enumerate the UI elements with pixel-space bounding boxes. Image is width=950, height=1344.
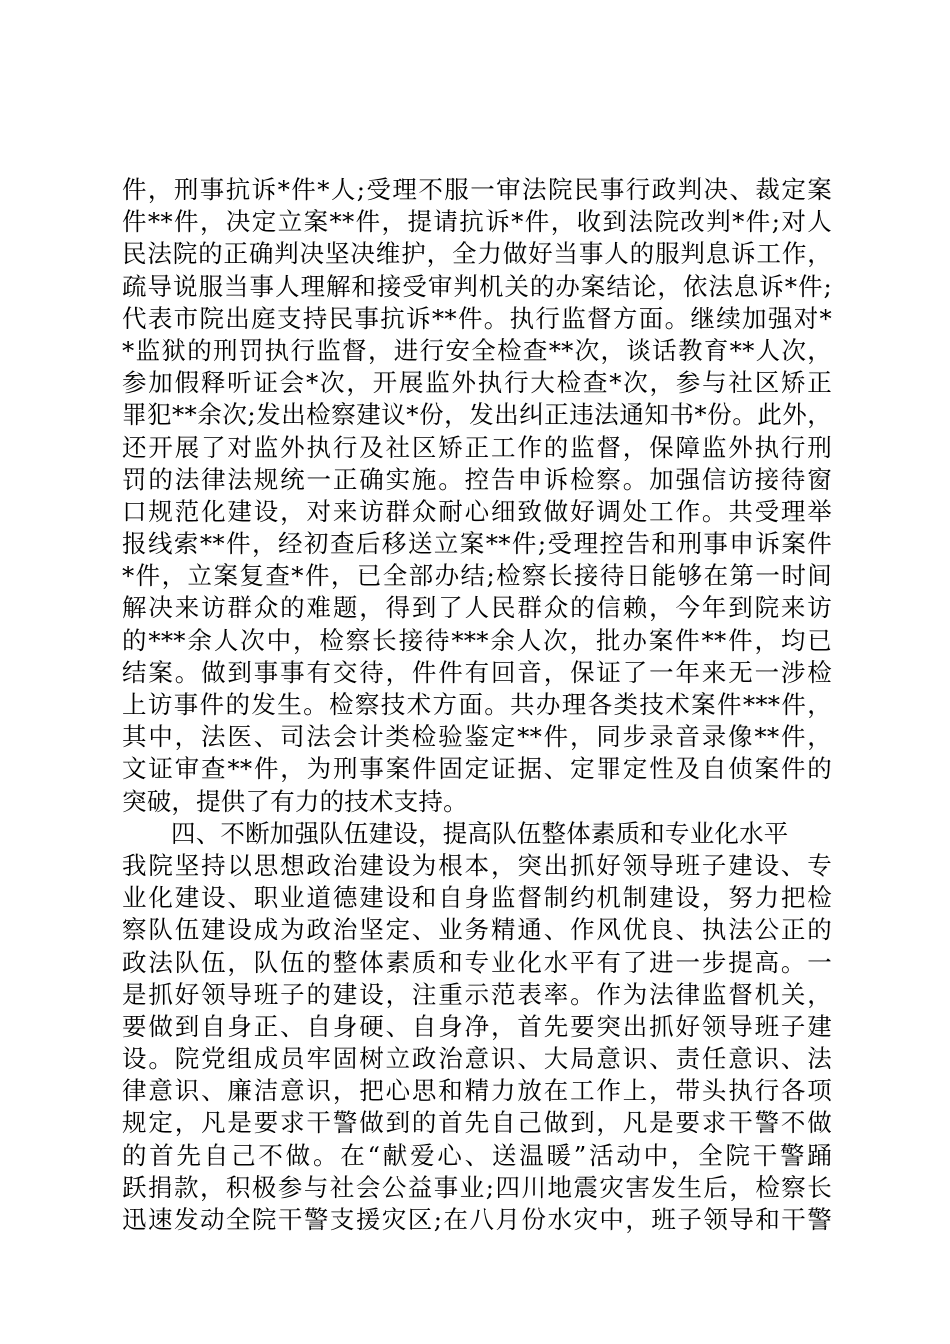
text-line: 设。院党组成员牢固树立政治意识、大局意识、责任意识、法 [122, 1044, 832, 1074]
text-line: 件**件，决定立案**件，提请抗诉*件，收到法院改判*件;对人 [122, 207, 832, 237]
text-line: 报线索**件，经初查后移送立案**件;受理控告和刑事申诉案件 [122, 529, 832, 559]
text-line: 律意识、廉洁意识，把心思和精力放在工作上，带头执行各项 [122, 1076, 832, 1106]
text-line: 结案。做到事事有交待，件件有回音，保证了一年来无一涉检 [122, 657, 832, 687]
section-heading: 四、不断加强队伍建设，提高队伍整体素质和专业化水平 [171, 818, 789, 848]
text-line: *监狱的刑罚执行监督，进行安全检查**次，谈话教育**人次， [122, 335, 832, 365]
text-line: 要做到自身正、自身硬、自身净，首先要突出抓好领导班子建 [122, 1011, 832, 1041]
text-line: 的首先自己不做。在“献爱心、送温暖”活动中，全院干警踊 [122, 1140, 832, 1170]
text-line: 解决来访群众的难题，得到了人民群众的信赖，今年到院来访 [122, 593, 832, 623]
text-line: 还开展了对监外执行及社区矫正工作的监督，保障监外执行刑 [122, 432, 832, 462]
text-line: 是抓好领导班子的建设，注重示范表率。作为法律监督机关， [122, 979, 832, 1009]
text-line: 罚的法律法规统一正确实施。控告申诉检察。加强信访接待窗 [122, 464, 832, 494]
text-line: 代表市院出庭支持民事抗诉**件。执行监督方面。继续加强对* [122, 303, 832, 333]
text-line: 口规范化建设，对来访群众耐心细致做好调处工作。共受理举 [122, 496, 832, 526]
text-line: 件，刑事抗诉*件*人;受理不服一审法院民事行政判决、裁定案 [122, 175, 832, 204]
text-line: 规定，凡是要求干警做到的首先自己做到，凡是要求干警不做 [122, 1108, 832, 1138]
text-line: 突破，提供了有力的技术支持。 [122, 786, 468, 816]
text-line: 民法院的正确判决坚决维护，全力做好当事人的服判息诉工作， [122, 239, 832, 269]
text-line: 察队伍建设成为政治坚定、业务精通、作风优良、执法公正的 [122, 915, 832, 945]
text-line: 跃捐款，积极参与社会公益事业;四川地震灾害发生后，检察长 [122, 1172, 832, 1202]
text-line: 参加假释听证会*次，开展监外执行大检查*次，参与社区矫正 [122, 368, 832, 398]
text-line: 文证审查**件，为刑事案件固定证据、定罪定性及自侦案件的 [122, 754, 832, 784]
text-line: 政法队伍，队伍的整体素质和专业化水平有了进一步提高。一 [122, 947, 832, 977]
text-line: 其中，法医、司法会计类检验鉴定**件，同步录音录像**件， [122, 722, 832, 752]
text-line: 业化建设、职业道德建设和自身监督制约机制建设，努力把检 [122, 883, 832, 913]
text-line: *件，立案复查*件，已全部办结;检察长接待日能够在第一时间 [122, 561, 832, 591]
body-text [122, 174, 832, 1236]
text-line: 我院坚持以思想政治建设为根本，突出抓好领导班子建设、专 [122, 850, 832, 880]
text-line: 的***余人次中，检察长接待***余人次，批办案件**件，均已 [122, 625, 832, 655]
text-line: 疏导说服当事人理解和接受审判机关的办案结论，依法息诉*件; [122, 271, 832, 301]
text-line: 迅速发动全院干警支援灾区;在八月份水灾中，班子领导和干警 [122, 1205, 832, 1234]
text-line: 上访事件的发生。检察技术方面。共办理各类技术案件***件， [122, 690, 832, 719]
text-line: 罪犯**余次;发出检察建议*份，发出纠正违法通知书*份。此外， [122, 400, 832, 430]
